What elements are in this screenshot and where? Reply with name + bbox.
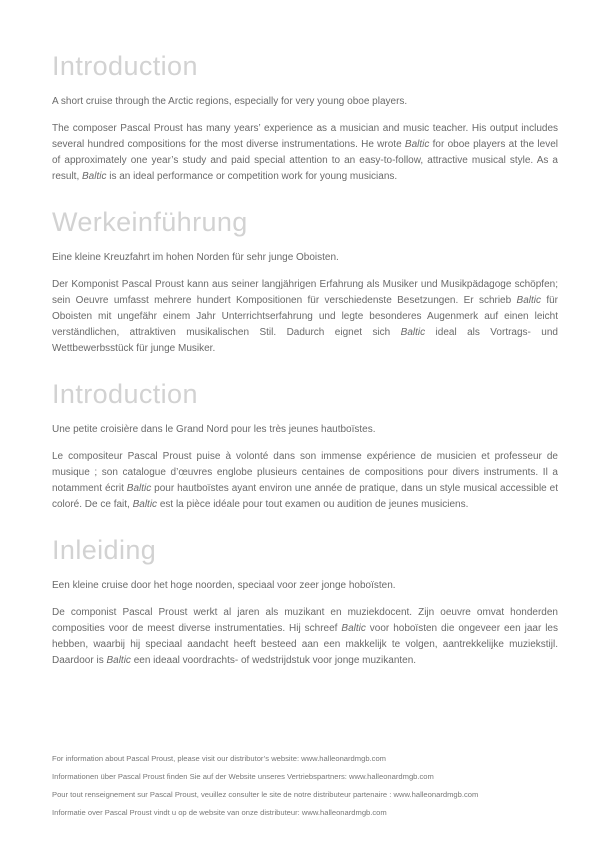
section-german <box>52 207 558 357</box>
section-heading-german: Werkeinführung <box>52 207 248 237</box>
section-english <box>52 51 558 185</box>
section-tagline-german: Eine kleine Kreuzfahrt im hohen Norden für sehr junge Oboisten. <box>52 252 339 263</box>
section-heading-dutch: Inleiding <box>52 535 157 565</box>
section-french <box>52 379 558 513</box>
footer-line-dutch: Informatie over Pascal Proust vindt u op de website van onze distributeur: www.halleonardmgb.com <box>52 808 387 817</box>
section-heading-french: Introduction <box>52 379 198 409</box>
footer-line-english: For information about Pascal Proust, please visit our distributor’s website: www.halleonardmgb.com <box>52 754 386 763</box>
section-tagline-english: A short cruise through the Arctic regions, especially for very young oboe players. <box>52 96 408 107</box>
section-paragraph-english: The composer Pascal Proust has many years’ experience as a musician and music teacher. His output includes several hundred compositions for the most diverse instrumentations. He wrote Baltic for oboe players at the level of approximately one year’s study and paid special attention to an easy-to-follow, attractive musical style. As a result, Baltic is an ideal performance or competition work for young musicians. <box>52 123 558 182</box>
footer-line-french: Pour tout renseignement sur Pascal Proust, veuillez consulter le site de notre distributeur partenaire : www.halleonardmgb.com <box>52 790 479 799</box>
section-dutch <box>52 535 558 669</box>
section-paragraph-french: Le compositeur Pascal Proust puise à volonté dans son immense expérience de musicien et professeur de musique ; son catalogue d’œuvres englobe plusieurs centaines de compositions pour divers instruments. Il a notamment écrit Baltic pour hautboïstes ayant environ une année de pratique, dans un style musical accessible et coloré. De ce fait, Baltic est la pièce idéale pour tout examen ou audition de jeunes musiciens. <box>52 451 559 510</box>
section-paragraph-dutch: De componist Pascal Proust werkt al jaren als muzikant en muziekdocent. Zijn oeuvre omvat honderden composities voor de meest diverse instrumentaties. Hij schreef Baltic voor hoboïsten die ongeveer een jaar les hebben, waarbij hij speciaal aandacht heeft besteed aan een makkelijk te volgen, aantrekkelijke muziekstijl. Daardoor is Baltic een ideaal voordrachts- of wedstrijdstuk voor jonge muzikanten. <box>52 607 558 666</box>
section-heading-english: Introduction <box>52 51 198 81</box>
distributor-footer <box>52 750 580 822</box>
section-tagline-dutch: Een kleine cruise door het hoge noorden, speciaal voor zeer jonge hoboïsten. <box>52 580 396 591</box>
section-tagline-french: Une petite croisière dans le Grand Nord pour les très jeunes hautboïstes. <box>52 424 376 435</box>
section-paragraph-german: Der Komponist Pascal Proust kann aus seiner langjährigen Erfahrung als Musiker und Musikpädagoge schöpfen; sein Oeuvre umfasst mehrere hundert Kompositionen für verschiedenste Besetzungen. Er schrieb Baltic für Oboisten mit ungefähr einem Jahr Unterrichtserfahrung und legte besonderes Augenmerk auf einen leicht verständlichen, attraktiven musikalischen Stil. Dadurch eignet sich Baltic ideal als Vortrags- und Wettbewerbsstück für junge Musiker. <box>52 279 558 354</box>
footer-line-german: Informationen über Pascal Proust finden Sie auf der Website unseres Vertriebspartners: www.halleonardmgb.com <box>52 772 434 781</box>
